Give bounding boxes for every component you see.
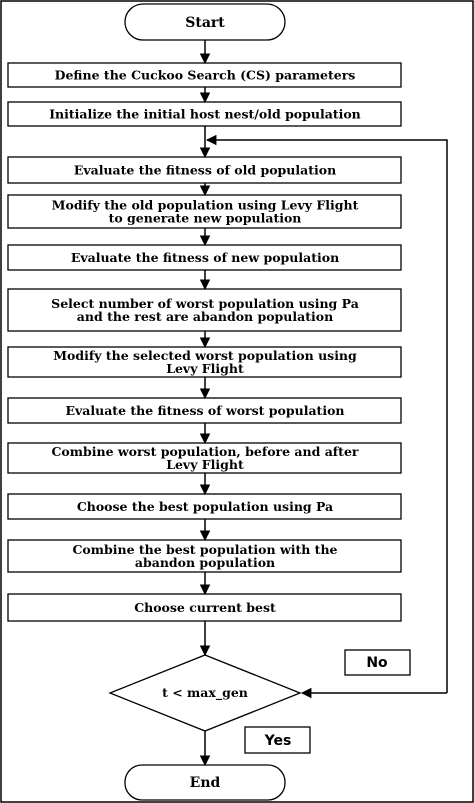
process-step-1: [8, 63, 401, 87]
start-label: Start: [185, 15, 225, 31]
process-step-4: [8, 195, 401, 228]
process-step-2: [8, 102, 401, 126]
process-label-line: Select number of worst population using Pa: [51, 296, 359, 311]
process-step-9: [8, 443, 401, 473]
process-label-line: Initialize the initial host nest/old population: [49, 106, 361, 122]
yes-label: Yes: [264, 733, 292, 749]
process-step-12: [8, 594, 401, 621]
process-step-6: [8, 289, 401, 331]
process-step-7: [8, 347, 401, 377]
end-label: End: [189, 775, 221, 791]
process-label-line: Combine the best population with the: [72, 542, 338, 557]
process-label-line: Modify the old population using Levy Flight: [51, 197, 359, 213]
process-label-line: Evaluate the fitness of old population: [73, 162, 337, 178]
decision-label: t < max_gen: [162, 685, 248, 700]
process-step-10: [8, 494, 401, 519]
process-label-line: Evaluate the fitness of worst population: [65, 403, 345, 418]
process-step-5: [8, 245, 401, 270]
process-step-11: [8, 540, 401, 572]
no-label: No: [366, 655, 388, 671]
process-label-line: Define the Cuckoo Search (CS) parameters: [54, 67, 356, 83]
process-label-line: Choose current best: [134, 600, 276, 615]
process-label-line: Choose the best population using Pa: [76, 499, 334, 514]
process-label-line: Modify the selected worst population using: [53, 348, 357, 363]
process-step-3: [8, 157, 401, 183]
process-label-line: Levy Flight: [166, 457, 244, 472]
process-label-line: to generate new population: [108, 210, 302, 226]
process-label-line: Combine worst population, before and after: [51, 444, 359, 459]
process-label-line: Evaluate the fitness of new population: [70, 250, 340, 265]
process-step-8: [8, 398, 401, 423]
process-label-line: and the rest are abandon population: [76, 309, 334, 324]
process-label-line: abandon population: [134, 555, 276, 570]
process-label-line: Levy Flight: [166, 361, 244, 376]
